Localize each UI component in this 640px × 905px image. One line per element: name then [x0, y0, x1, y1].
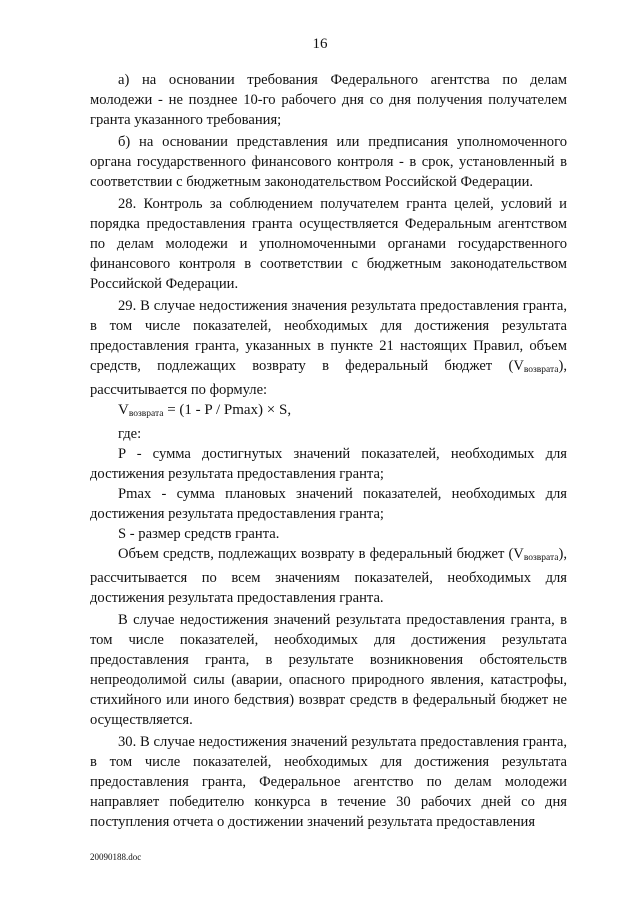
- file-name-footer: 20090188.doc: [90, 852, 142, 862]
- definition-p: P - сумма достигнутых значений показателей, необходимых для достижения результата предоставления гранта;: [90, 446, 567, 482]
- paragraph-29: [90, 296, 567, 400]
- formula-expression: = (1 - P / Pmax) × S,: [163, 402, 292, 418]
- paragraph-volume: [90, 544, 567, 608]
- page-number: 16: [312, 36, 328, 52]
- paragraph-28: 28. Контроль за соблюдением получателем гранта целей, условий и порядка предоставления гранта осуществляется Федеральным агентством по делам молодежи и уполномоченными органами государственного финансового контроля в соответствии с бюджетным законодательством Российской Федерации.: [90, 196, 567, 292]
- formula: [90, 400, 567, 424]
- definition-pmax: Pmax - сумма плановых значений показателей, необходимых для достижения результата предоставления гранта;: [90, 486, 567, 522]
- where-label: где:: [118, 426, 142, 442]
- paragraph-volume-tail: ), рассчитывается по всем значениям показателей, необходимых для достижения результата предоставления гранта.: [90, 546, 567, 606]
- formula-v: V: [118, 402, 129, 418]
- formula-subscript: возврата: [128, 409, 164, 419]
- document-body: [90, 70, 567, 832]
- paragraph-30: 30. В случае недостижения значений результата предоставления гранта, в том числе показателей, необходимых для достижения результата предоставления гранта, Федеральное агентство по делам молодежи направляет победителю конкурса в течение 30 рабочих дней со дня поступления отчета о достижении значений результата предоставления: [90, 734, 567, 830]
- definition-s: S - размер средств гранта.: [118, 526, 280, 542]
- subscript-vozvrata-2: возврата: [523, 553, 559, 563]
- paragraph-force-majeure: В случае недостижения значений результата предоставления гранта, в том числе показателей, необходимых для достижения результата предоставления гранта, в результате возникновения обстоятельств непреодолимой силы (аварии, опасного природного явления, катастрофы, стихийного или иного бедствия) возврат средств в федеральный бюджет не осуществляется.: [90, 612, 567, 728]
- paragraph-a: а) на основании требования Федерального агентства по делам молодежи - не позднее 10-го рабочего дня со дня получения получателем гранта указанного требования;: [90, 72, 567, 128]
- paragraph-b: б) на основании представления или предписания уполномоченного органа государственного финансового контроля - в срок, установленный в соответствии с бюджетным законодательством Российской Федерации.: [90, 134, 567, 190]
- paragraph-volume-text: Объем средств, подлежащих возврату в федеральный бюджет (V: [118, 546, 524, 562]
- paragraph-29-text: 29. В случае недостижения значения результата предоставления гранта, в том числе показателей, необходимых для достижения результата предоставления гранта, указанных в пункте 21 настоящих Правил, объем средств, подлежащих возврату в федеральный бюджет (V: [90, 298, 567, 374]
- paragraph-29-tail: ), рассчитывается по формуле:: [90, 358, 567, 398]
- subscript-vozvrata: возврата: [523, 365, 559, 375]
